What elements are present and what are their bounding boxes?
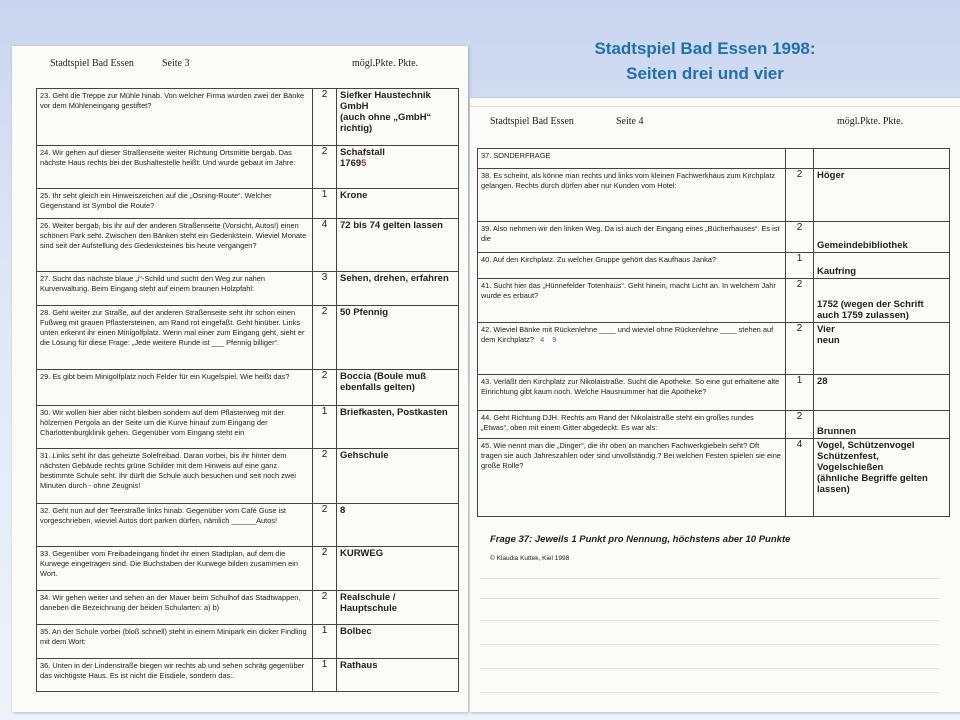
bleed-through-line xyxy=(480,598,940,599)
answer-line: (ähnliche Begriffe gelten xyxy=(817,473,928,484)
page4-question-table xyxy=(477,148,950,517)
handwritten-count-with-backrest: 4 xyxy=(540,335,545,344)
answer-line: (auch ohne „GmbH“ xyxy=(340,112,432,123)
table-row xyxy=(37,547,459,591)
table-row xyxy=(37,219,459,272)
points-cell: 2 xyxy=(786,169,814,222)
handwritten-count-without-backrest: 9 xyxy=(552,335,557,344)
page3-header-name: Stadtspiel Bad Essen xyxy=(50,58,134,69)
bleed-through-line xyxy=(480,644,940,645)
answer-line: Vogel, Schützenvogel xyxy=(817,440,915,451)
table-row xyxy=(478,149,950,169)
points-cell: 2 xyxy=(313,547,337,591)
answer-cell xyxy=(814,169,950,222)
question-text: 37. SONDERFRAGE xyxy=(478,149,786,169)
answer-cell xyxy=(337,547,459,591)
table-row xyxy=(37,659,459,692)
points-cell: 2 xyxy=(786,411,814,439)
table-row xyxy=(37,146,459,189)
answer-line: Boccia (Boule muß xyxy=(340,371,427,382)
table-row xyxy=(478,169,950,222)
answer-cell xyxy=(814,222,950,253)
points-cell: 1 xyxy=(313,406,337,449)
points-cell: 2 xyxy=(786,222,814,253)
table-row xyxy=(37,89,459,146)
table-row xyxy=(37,406,459,449)
points-cell: 1 xyxy=(313,625,337,659)
question-text: 39. Also nehmen wir den linken Weg. Da ist auch der Eingang eines „Bücherhauses“. Es ist die xyxy=(478,222,786,253)
answer-line: auch 1759 zulassen) xyxy=(817,310,909,321)
points-cell: 2 xyxy=(313,449,337,504)
answer-line: Bolbec xyxy=(340,626,372,637)
answer-cell xyxy=(337,591,459,625)
worksheet-page-3 xyxy=(12,46,468,712)
points-cell: 2 xyxy=(313,370,337,406)
question-text: 33. Gegenüber vom Freibadeingang findet ihr einen Stadtplan, auf dem die Kurwege eingetragen sind. Die Buchstaben der Kurwege bilden zusammen ein Wort. xyxy=(37,547,313,591)
answer-line xyxy=(340,158,455,169)
question-text: 27. Sucht das nächste blaue „i“-Schild und sucht den Weg zur nahen Kurverwaltung. Beim Eingang steht auf einem braunen Holzpfahl: xyxy=(37,272,313,306)
table-row xyxy=(478,323,950,375)
handwritten-correction: 5 xyxy=(361,158,367,169)
question-text: 45. Wie nennt man die „Dinger“, die ihr oben an manchen Fachwerkgiebeln seht? Oft tragen sie auch Jahreszahlen oder sind unvollständig.? Bei welchen Festen spielen sie eine große Rolle? xyxy=(478,439,786,517)
table-row xyxy=(478,253,950,279)
answer-line: Gehschule xyxy=(340,450,389,461)
points-cell: 2 xyxy=(313,504,337,547)
answer-line: Hauptschule xyxy=(340,603,398,614)
bleed-through-line xyxy=(480,578,940,579)
table-row xyxy=(478,279,950,323)
question-text: 32. Geht nun auf der Teerstraße links hinab. Gegenüber vom Café Guse ist vorgeschrieben, wieviel Autos dort parken dürfen, nämlich ______Autos! xyxy=(37,504,313,547)
table-row xyxy=(37,504,459,547)
slide-title-line2: Seiten drei und vier xyxy=(626,64,784,83)
page4-header-name: Stadtspiel Bad Essen xyxy=(490,116,574,127)
table-row xyxy=(37,625,459,659)
answer-cell xyxy=(337,89,459,146)
bleed-through-line xyxy=(480,668,940,669)
points-cell xyxy=(786,149,814,169)
answer-line: Rathaus xyxy=(340,660,378,671)
question-text: 41. Sucht hier das „Hünnefelder Totenhaus“. Geht hinein, macht Licht an. In welchem Jahr wurde es erbaut? xyxy=(478,279,786,323)
answer-line: 50 Pfennig xyxy=(340,307,389,318)
answer-line: Kaufring xyxy=(817,266,857,277)
table-row xyxy=(37,370,459,406)
answer-line: 1752 (wegen der Schrift xyxy=(817,299,924,310)
answer-cell xyxy=(814,253,950,279)
answer-cell xyxy=(337,219,459,272)
answer-line: Briefkasten, Postkasten xyxy=(340,407,448,418)
bleed-through-line xyxy=(480,692,940,693)
answer-line: 28 xyxy=(817,376,828,387)
page4-header-columns: mögl.Pkte. Pkte. xyxy=(837,116,904,127)
question-text: 30. Wir wollen hier aber nicht bleiben sondern auf dem Pflasterweg mit der hölzernen Pergola an der Seite um die Kurve hinauf zum Eingang der Charlottenburgklinik gehen. Gegenüber vom Eingang steht ein xyxy=(37,406,313,449)
answer-line: Schützenfest, xyxy=(817,451,879,462)
answer-line: Sehen, drehen, erfahren xyxy=(340,273,449,284)
table-row xyxy=(478,222,950,253)
answer-cell xyxy=(337,306,459,370)
answer-cell xyxy=(337,504,459,547)
question-text: 34. Wir gehen weiter und sehen an der Mauer beim Schulhof das Stadtwappen, daneben die Bezeichnung der beiden Schularten: a) b) xyxy=(37,591,313,625)
question-text: 28. Geht weiter zur Straße, auf der anderen Straßenseite seht ihr schon einen Fußweg mit grauen Pflastersteinen, am Rand rot eingefaßt. Geht hinüber. Links unten erkennt ihr einen Minigolfplatz. Wenn mal einer zum Eingang geht, sieht er die Lösung für diese Frage: „Jede weitere Runde ist ___ Pfennig billiger“. xyxy=(37,306,313,370)
table-row xyxy=(478,411,950,439)
table-row xyxy=(37,272,459,306)
question-text: 43. Verläßt den Kirchplatz zur Nikolaistraße. Sucht die Apotheke. So eine gut erhaltene alte Einrichtung gibt kaum noch. Welche Hausnummer hat die Apotheke? xyxy=(478,375,786,411)
question-text: 35. An der Schule vorbei (bloß schnell) steht in einem Minipark ein dicker Findling mit dem Wort: xyxy=(37,625,313,659)
page4-header-page: Seite 4 xyxy=(616,116,644,127)
answer-line: ebenfalls gelten) xyxy=(340,382,415,393)
answer-cell xyxy=(337,370,459,406)
answer-cell xyxy=(337,625,459,659)
points-cell: 1 xyxy=(313,659,337,692)
answer-year: 1769 xyxy=(340,158,362,169)
answer-line: GmbH xyxy=(340,101,369,112)
answer-cell xyxy=(814,149,950,169)
answer-cell xyxy=(814,323,950,375)
table-row xyxy=(37,449,459,504)
slide-title xyxy=(540,36,870,86)
table-row xyxy=(478,375,950,411)
worksheet-page-4 xyxy=(470,98,960,712)
answer-line: 72 bis 74 gelten lassen xyxy=(340,220,443,231)
question-text: 29. Es gibt beim Minigolfplatz noch Felder für ein Kugelspiel. Wie heißt das? xyxy=(37,370,313,406)
table-row xyxy=(37,591,459,625)
question-text xyxy=(478,323,786,375)
table-row xyxy=(37,306,459,370)
question-text: 40. Auf den Kirchplatz. Zu welcher Gruppe gehört das Kaufhaus Janka? xyxy=(478,253,786,279)
answer-line: KURWEG xyxy=(340,548,384,559)
answer-cell xyxy=(337,272,459,306)
answer-line: neun xyxy=(817,335,840,346)
answer-cell xyxy=(337,406,459,449)
points-cell: 1 xyxy=(786,253,814,279)
answer-line: Vier xyxy=(817,324,835,335)
points-cell: 3 xyxy=(313,272,337,306)
slide-title-line1: Stadtspiel Bad Essen 1998: xyxy=(594,39,816,58)
table-row xyxy=(478,439,950,517)
answer-line: Vogelschießen xyxy=(817,462,884,473)
bleed-through-line xyxy=(480,620,940,621)
footer-note: Frage 37: Jeweils 1 Punkt pro Nennung, höchstens aber 10 Punkte xyxy=(490,534,791,545)
page3-header-page: Seite 3 xyxy=(162,58,190,69)
points-cell: 2 xyxy=(313,306,337,370)
answer-line: Schafstall xyxy=(340,147,385,158)
answer-line: Gemeindebibliothek xyxy=(817,240,908,251)
points-cell: 2 xyxy=(786,279,814,323)
points-cell: 2 xyxy=(313,591,337,625)
answer-line: Siefker Haustechnik xyxy=(340,90,431,101)
answer-line: Realschule / xyxy=(340,592,396,603)
answer-line: 8 xyxy=(340,505,346,516)
question-text: 23. Geht die Treppe zur Mühle hinab. Von welcher Firma wurden zwei der Bänke vor dem Mühleneingang gestiftet? xyxy=(37,89,313,146)
page3-question-table xyxy=(36,88,459,692)
points-cell: 4 xyxy=(313,219,337,272)
answer-cell xyxy=(337,659,459,692)
bleed-through-line xyxy=(470,106,960,107)
question-text: 36. Unten in der Lindenstraße biegen wir rechts ab und sehen schräg gegenüber das wichtigste Haus. Es ist nicht die Eisdiele, sondern das:. xyxy=(37,659,313,692)
points-cell: 4 xyxy=(786,439,814,517)
points-cell: 1 xyxy=(786,375,814,411)
answer-line: Brunnen xyxy=(817,426,857,437)
answer-cell xyxy=(337,449,459,504)
question-text: 26. Weiter bergab, bis ihr auf der anderen Straßenseite (Vorsicht, Autos!) einen schönen Park seht. Zwischen den Bänken steht ein Gedenkstein. Wieviel Monate sind seit der Aufstellung des Gedenksteines bis heute vergangen? xyxy=(37,219,313,272)
points-cell: 2 xyxy=(786,323,814,375)
page3-header-columns: mögl.Pkte. Pkte. xyxy=(352,58,419,69)
question-text: 31. Links seht ihr das geheizte Solefreibad. Daran vorbei, bis ihr hinter dem nächsten Gebäude rechts grüne Schilder mit dem Hinweis auf eine ganz bestimmte Schule seht. Ihr dürft die Schule auch besuchen und seit noch zwei Minuten durch - ohne Zeugnis! xyxy=(37,449,313,504)
answer-cell xyxy=(814,279,950,323)
answer-cell xyxy=(337,146,459,189)
answer-line: richtig) xyxy=(340,123,373,134)
question-text: 38. Es scheint, als könne man rechts und links vom kleinen Fachwerkhaus zum Kirchplatz gelangen. Rechts durch dürfen aber nur Kunden vom Hotel: xyxy=(478,169,786,222)
question-text: 25. Ihr seht gleich ein Hinweiszeichen auf die „Osning-Route“. Welcher Gegenstand ist Symbol die Route? xyxy=(37,189,313,219)
answer-line: Höger xyxy=(817,170,845,181)
answer-line: lassen) xyxy=(817,484,850,495)
points-cell: 2 xyxy=(313,146,337,189)
question-text-body: 42. Wieviel Bänke mit Rückenlehne ____ und wieviel ohne Rückenlehne ____ stehen auf dem Kirchplatz? xyxy=(481,325,774,344)
copyright-note: © Klaudia Kuttek, Kiel 1998 xyxy=(490,555,570,562)
points-cell: 2 xyxy=(313,89,337,146)
question-text: 24. Wir gehen auf dieser Straßenseite weiter Richtung Ortsmitte bergab. Das nächste Haus rechts bei der Bushaltestelle heißt: Und wurde gebaut im Jahre: xyxy=(37,146,313,189)
question-text: 44. Geht Richtung DJH. Rechts am Rand der Nikolaistraße steht ein großes rundes „Etwas“, oben mit einem Gitter abgedeckt. Es war als: xyxy=(478,411,786,439)
answer-cell xyxy=(814,411,950,439)
answer-cell xyxy=(814,375,950,411)
table-row xyxy=(37,189,459,219)
points-cell: 1 xyxy=(313,189,337,219)
answer-cell xyxy=(814,439,950,517)
answer-line: Krone xyxy=(340,190,368,201)
answer-cell xyxy=(337,189,459,219)
